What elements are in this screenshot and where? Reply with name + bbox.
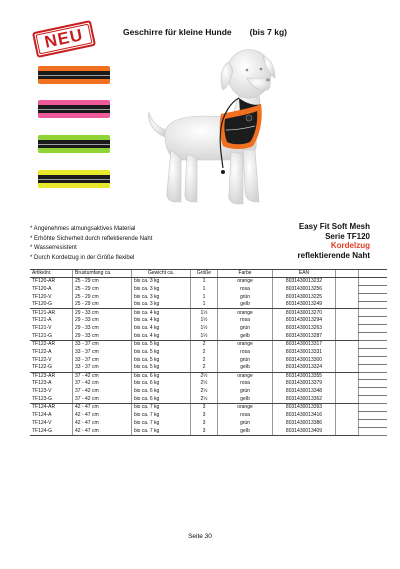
cell-chest: 42 - 47 cm: [73, 412, 132, 420]
page-title: [123, 27, 287, 37]
cell-article: TF124-A: [32, 412, 52, 419]
cell-blank: [336, 396, 359, 404]
cell-blank-line: [359, 309, 388, 317]
cell-ean: 8031430013270: [273, 309, 336, 317]
cell-chest: 29 - 33 cm: [73, 325, 132, 333]
feature-item: * Angenehmes atmungsaktives Material: [30, 226, 136, 232]
cell-ean: 8031430013232: [273, 277, 336, 285]
cell-chest: 33 - 37 cm: [73, 348, 132, 356]
cell-color: rosa: [218, 348, 273, 356]
cell-size: 2½: [191, 380, 218, 388]
table-row: [30, 388, 387, 396]
cell-blank-line: [359, 317, 388, 325]
cell-ean: 8031430013348: [273, 388, 336, 396]
cell-article: TF123-AR: [32, 372, 56, 379]
cell-size: 2: [191, 341, 218, 349]
cell-size: 1½: [191, 333, 218, 341]
table-row: [30, 419, 387, 427]
cell-chest: 33 - 37 cm: [73, 341, 132, 349]
cell-color: rosa: [218, 285, 273, 293]
swatch-gelb: [38, 170, 110, 188]
cell-weight: bis ca. 3 kg: [132, 293, 191, 301]
cell-article: TF123-G: [30, 396, 73, 404]
cell-ean: 8031430013409: [273, 427, 336, 435]
cell-blank: [336, 301, 359, 309]
cell-article: TF121-G: [30, 333, 73, 341]
table-row: [30, 325, 387, 333]
cell-weight: bis ca. 4 kg: [132, 317, 191, 325]
cell-color: grün: [218, 325, 273, 333]
table-row: [30, 412, 387, 420]
column-header-article: Artikelnr.: [30, 270, 73, 278]
product-feature-reflective: reflektierende Naht: [297, 250, 370, 260]
cell-article: TF120-G: [30, 301, 73, 309]
cell-chest: 37 - 42 cm: [73, 372, 132, 380]
cell-weight: bis ca. 4 kg: [132, 309, 191, 317]
cell-ean: 8031430013386: [273, 419, 336, 427]
cell-weight: bis ca. 5 kg: [132, 341, 191, 349]
cell-article: TF120-AR: [32, 278, 56, 285]
cell-blank: [336, 341, 359, 349]
cell-article: TF121-AR: [32, 309, 56, 316]
table-row: [30, 364, 387, 372]
cell-weight: bis ca. 6 kg: [132, 380, 191, 388]
table-row: [30, 380, 387, 388]
cell-article: TF122-A: [32, 348, 52, 355]
cell-ean: 8031430013331: [273, 348, 336, 356]
cell-blank: [336, 372, 359, 380]
feature-list: [30, 225, 152, 263]
cell-weight: bis ca. 5 kg: [132, 356, 191, 364]
cell-weight: bis ca. 3 kg: [132, 301, 191, 309]
cell-article: TF121-V: [32, 325, 52, 332]
cell-blank-line: [359, 364, 388, 372]
cell-ean: 8031430013416: [273, 412, 336, 420]
cell-article: TF124-AR: [32, 404, 56, 411]
table-row: [30, 396, 387, 404]
cell-chest: 37 - 42 cm: [73, 388, 132, 396]
cell-weight: bis ca. 4 kg: [132, 325, 191, 333]
cell-weight: bis ca. 7 kg: [132, 419, 191, 427]
cell-blank: [336, 380, 359, 388]
column-header-chest: Brustumfang ca.: [73, 270, 132, 278]
cell-ean: 8031430013393: [273, 404, 336, 412]
cell-weight: bis ca. 7 kg: [132, 404, 191, 412]
cell-size: 1: [191, 285, 218, 293]
cell-ean: 8031430013324: [273, 364, 336, 372]
cell-size: 1½: [191, 325, 218, 333]
cell-ean: 8031430013256: [273, 285, 336, 293]
table-row: [30, 341, 387, 349]
badge-text: NEU: [42, 25, 85, 52]
table-row: [30, 285, 387, 293]
cell-article: TF124-G: [30, 427, 73, 435]
cell-weight: bis ca. 5 kg: [132, 364, 191, 372]
cell-blank: [336, 427, 359, 435]
cell-chest: 42 - 47 cm: [73, 419, 132, 427]
cell-chest: 29 - 33 cm: [73, 317, 132, 325]
table-row: [30, 356, 387, 364]
new-badge-stamp: [32, 20, 96, 58]
cell-color: gelb: [218, 396, 273, 404]
cell-chest: 33 - 37 cm: [73, 356, 132, 364]
table-row: [30, 293, 387, 301]
cell-blank-line: [359, 325, 388, 333]
cell-article: TF120-A: [32, 285, 52, 292]
product-series: Serie TF120: [325, 231, 370, 241]
cell-color: grün: [218, 388, 273, 396]
cell-size: 1½: [191, 309, 218, 317]
cell-blank: [336, 277, 359, 285]
column-header-color: Farbe: [218, 270, 273, 278]
cell-size: 1: [191, 301, 218, 309]
cell-color: grün: [218, 293, 273, 301]
cell-ean: 8031430013355: [273, 372, 336, 380]
cell-size: 2: [191, 348, 218, 356]
table-row: [30, 348, 387, 356]
cell-weight: bis ca. 6 kg: [132, 388, 191, 396]
cell-size: 1½: [191, 317, 218, 325]
cell-blank-line: [359, 348, 388, 356]
cell-chest: 29 - 33 cm: [73, 333, 132, 341]
product-name: Easy Fit Soft Mesh: [298, 222, 370, 231]
cell-ean: 8031430013317: [273, 341, 336, 349]
cell-chest: 42 - 47 cm: [73, 404, 132, 412]
cell-color: orange: [218, 372, 273, 380]
cell-size: 2½: [191, 388, 218, 396]
product-info: [298, 222, 370, 260]
cell-blank-line: [359, 412, 388, 420]
cell-blank: [336, 317, 359, 325]
table-row: [30, 317, 387, 325]
cell-chest: 42 - 47 cm: [73, 427, 132, 435]
cell-article: TF122-G: [30, 364, 73, 372]
cell-color: gelb: [218, 427, 273, 435]
cell-color: rosa: [218, 412, 273, 420]
cell-ean: 8031430013300: [273, 356, 336, 364]
cell-blank: [336, 309, 359, 317]
cell-weight: bis ca. 7 kg: [132, 427, 191, 435]
cell-weight: bis ca. 6 kg: [132, 372, 191, 380]
page-title-text: Geschirre für kleine Hunde: [123, 27, 232, 37]
cell-blank-line: [359, 388, 388, 396]
cell-color: gelb: [218, 301, 273, 309]
cell-ean: 8031430013249: [273, 301, 336, 309]
cell-chest: 29 - 33 cm: [73, 309, 132, 317]
cell-blank-line: [359, 285, 388, 293]
cell-blank-line: [359, 356, 388, 364]
table-row: [30, 277, 387, 285]
cell-weight: bis ca. 5 kg: [132, 348, 191, 356]
cell-article: TF123-A: [32, 380, 52, 387]
cell-blank-line: [359, 396, 388, 404]
cell-weight: bis ca. 6 kg: [132, 396, 191, 404]
cell-blank: [336, 293, 359, 301]
cell-chest: 33 - 37 cm: [73, 364, 132, 372]
cell-blank-line: [359, 293, 388, 301]
cell-blank-line: [359, 301, 388, 309]
product-spec-table: [30, 269, 387, 436]
cell-chest: 25 - 29 cm: [73, 277, 132, 285]
cell-size: 2: [191, 356, 218, 364]
table-row: [30, 372, 387, 380]
swatch-gruen: [38, 135, 110, 153]
page-title-weight: (bis 7 kg): [249, 27, 287, 37]
cell-blank-line: [359, 427, 388, 435]
cell-ean: 8031430013379: [273, 380, 336, 388]
cell-chest: 25 - 29 cm: [73, 285, 132, 293]
cell-article: TF124-V: [32, 419, 52, 426]
cell-blank-line: [359, 380, 388, 388]
cell-blank: [336, 364, 359, 372]
cell-blank: [336, 356, 359, 364]
cell-article: TF123-V: [32, 388, 52, 395]
cell-blank-line: [359, 372, 388, 380]
cell-size: 2½: [191, 372, 218, 380]
column-header-ean: EAN: [273, 270, 336, 278]
table-row: [30, 333, 387, 341]
cell-size: 1: [191, 277, 218, 285]
feature-item: * Durch Kordelzug in der Größe flexibel: [30, 254, 135, 261]
cell-blank: [336, 388, 359, 396]
cell-chest: 25 - 29 cm: [73, 293, 132, 301]
cell-ean: 8031430013263: [273, 325, 336, 333]
cell-size: 2½: [191, 396, 218, 404]
feature-item: * Erhöhte Sicherheit durch reflektierende Naht: [30, 235, 153, 242]
cell-blank-line: [359, 333, 388, 341]
cell-ean: 8031430013225: [273, 293, 336, 301]
cell-size: 1: [191, 293, 218, 301]
cell-size: 2: [191, 364, 218, 372]
cell-article: TF122-AR: [32, 341, 56, 348]
cell-article: TF121-A: [32, 317, 52, 324]
cell-weight: bis ca. 7 kg: [132, 412, 191, 420]
cell-size: 3: [191, 427, 218, 435]
cell-color: gelb: [218, 364, 273, 372]
cell-color: grün: [218, 356, 273, 364]
cell-color: orange: [218, 309, 273, 317]
page-number: Seite 30: [188, 533, 212, 540]
cell-blank: [336, 412, 359, 420]
cell-blank-line: [359, 404, 388, 412]
product-feature-cord: Kordelzug: [330, 241, 370, 250]
cell-color: grün: [218, 419, 273, 427]
cell-chest: 37 - 42 cm: [73, 380, 132, 388]
cell-ean: 8031430013294: [273, 317, 336, 325]
cell-blank: [336, 325, 359, 333]
column-header-size: Größe: [191, 270, 218, 278]
cell-size: 3: [191, 412, 218, 420]
table-row: [30, 427, 387, 435]
cell-article: TF120-V: [32, 293, 52, 300]
cell-weight: bis ca. 4 kg: [132, 333, 191, 341]
cell-article: TF122-V: [32, 356, 52, 363]
cell-color: gelb: [218, 333, 273, 341]
table-row: [30, 404, 387, 412]
cell-chest: 25 - 29 cm: [73, 301, 132, 309]
cell-color: rosa: [218, 317, 273, 325]
column-header-weight: Gewicht ca.: [132, 270, 191, 278]
cell-blank: [336, 404, 359, 412]
dog-figure-with-harness: [135, 42, 285, 212]
table-header-row: [30, 270, 387, 278]
cell-blank-line: [359, 419, 388, 427]
cell-blank: [336, 419, 359, 427]
cell-ean: 8031430013287: [273, 333, 336, 341]
cell-size: 3: [191, 404, 218, 412]
cell-ean: 8031430013362: [273, 396, 336, 404]
cell-chest: 37 - 42 cm: [73, 396, 132, 404]
cell-blank: [336, 348, 359, 356]
cell-color: rosa: [218, 380, 273, 388]
swatch-rosa: [38, 100, 110, 118]
cell-weight: bis ca. 3 kg: [132, 285, 191, 293]
cell-color: orange: [218, 277, 273, 285]
cell-blank: [336, 285, 359, 293]
cell-size: 3: [191, 419, 218, 427]
cell-blank: [336, 333, 359, 341]
swatch-orange: [38, 66, 110, 84]
feature-item: * Wasserresistent: [30, 245, 77, 251]
table-row: [30, 309, 387, 317]
column-header-blank: [336, 270, 359, 278]
cell-blank-line: [359, 341, 388, 349]
column-header-blank: [359, 270, 388, 278]
cell-color: orange: [218, 404, 273, 412]
cell-blank-line: [359, 277, 388, 285]
table-row: [30, 301, 387, 309]
cell-color: orange: [218, 341, 273, 349]
cell-weight: bis ca. 3 kg: [132, 277, 191, 285]
